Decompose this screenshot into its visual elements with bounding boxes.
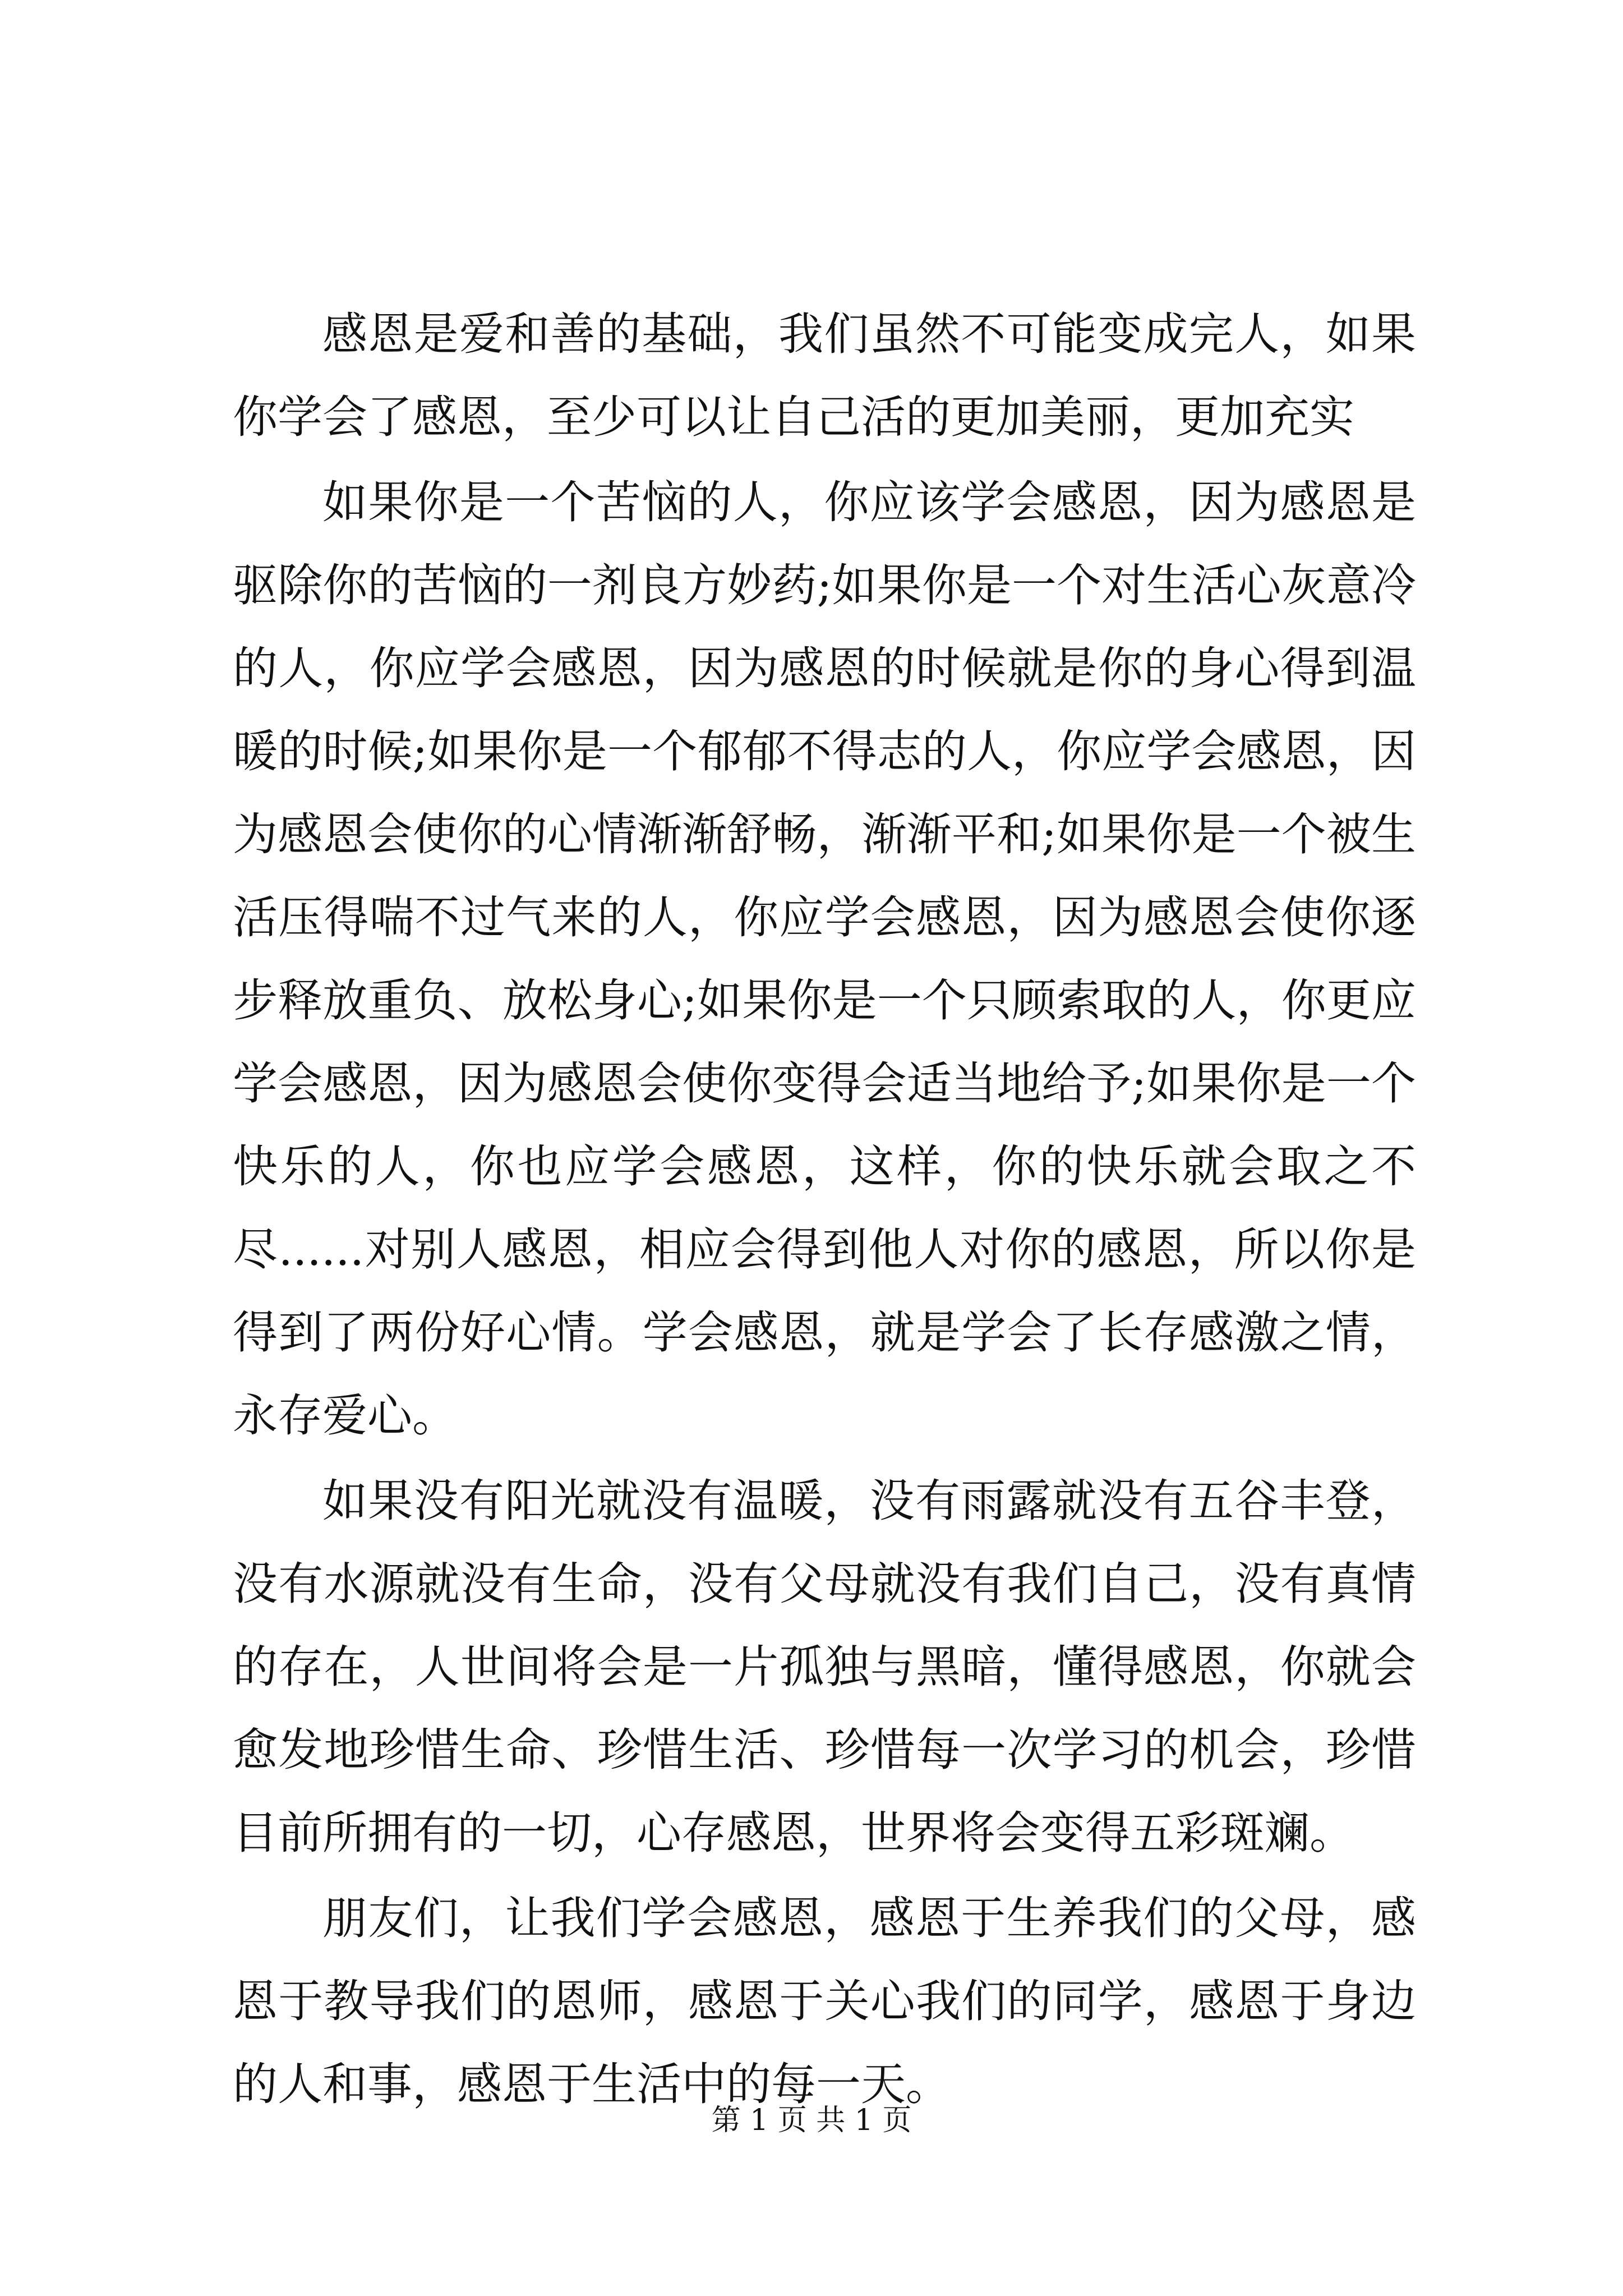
paragraph: 如果没有阳光就没有温暖，没有雨露就没有五谷丰登，没有水源就没有生命，没有父母就没有我们自己，没有真情的存在，人世间将会是一片孤独与黑暗，懂得感恩，你就会愈发地珍惜生命、珍惜生活、珍惜每一次学习的机会，珍惜目前所拥有的一切，心存感恩，世界将会变得五彩斑斓。 [233, 1475, 1416, 1859]
paragraph: 感恩是爱和善的基础，我们虽然不可能变成完人，如果你学会了感恩，至少可以让自己活的更加美丽，更加充实 [233, 308, 1416, 443]
page-footer: 第 1 页 共 1 页 [711, 2104, 912, 2137]
paragraph: 朋友们，让我们学会感恩，感恩于生养我们的父母，感恩于教导我们的恩师，感恩于关心我们的同学，感恩于身边的人和事，感恩于生活中的每一天。 [233, 1892, 1416, 2110]
document-body [233, 293, 1416, 2128]
paragraph: 如果你是一个苦恼的人，你应该学会感恩，因为感恩是驱除你的苦恼的一剂良方妙药;如果你是一个对生活心灰意冷的人，你应学会感恩，因为感恩的时候就是你的身心得到温暖的时候;如果你是一个郁郁不得志的人，你应学会感恩，因为感恩会使你的心情渐渐舒畅，渐渐平和;如果你是一个被生活压得喘不过气来的人，你应学会感恩，因为感恩会使你逐步释放重负、放松身心;如果你是一个只顾索取的人，你更应学会感恩，因为感恩会使你变得会适当地给予;如果你是一个快乐的人，你也应学会感恩，这样，你的快乐就会取之不尽......对别人感恩，相应会得到他人对你的感恩，所以你是得到了两份好心情。学会感恩，就是学会了长存感激之情，永存爱心。 [233, 476, 1416, 1442]
